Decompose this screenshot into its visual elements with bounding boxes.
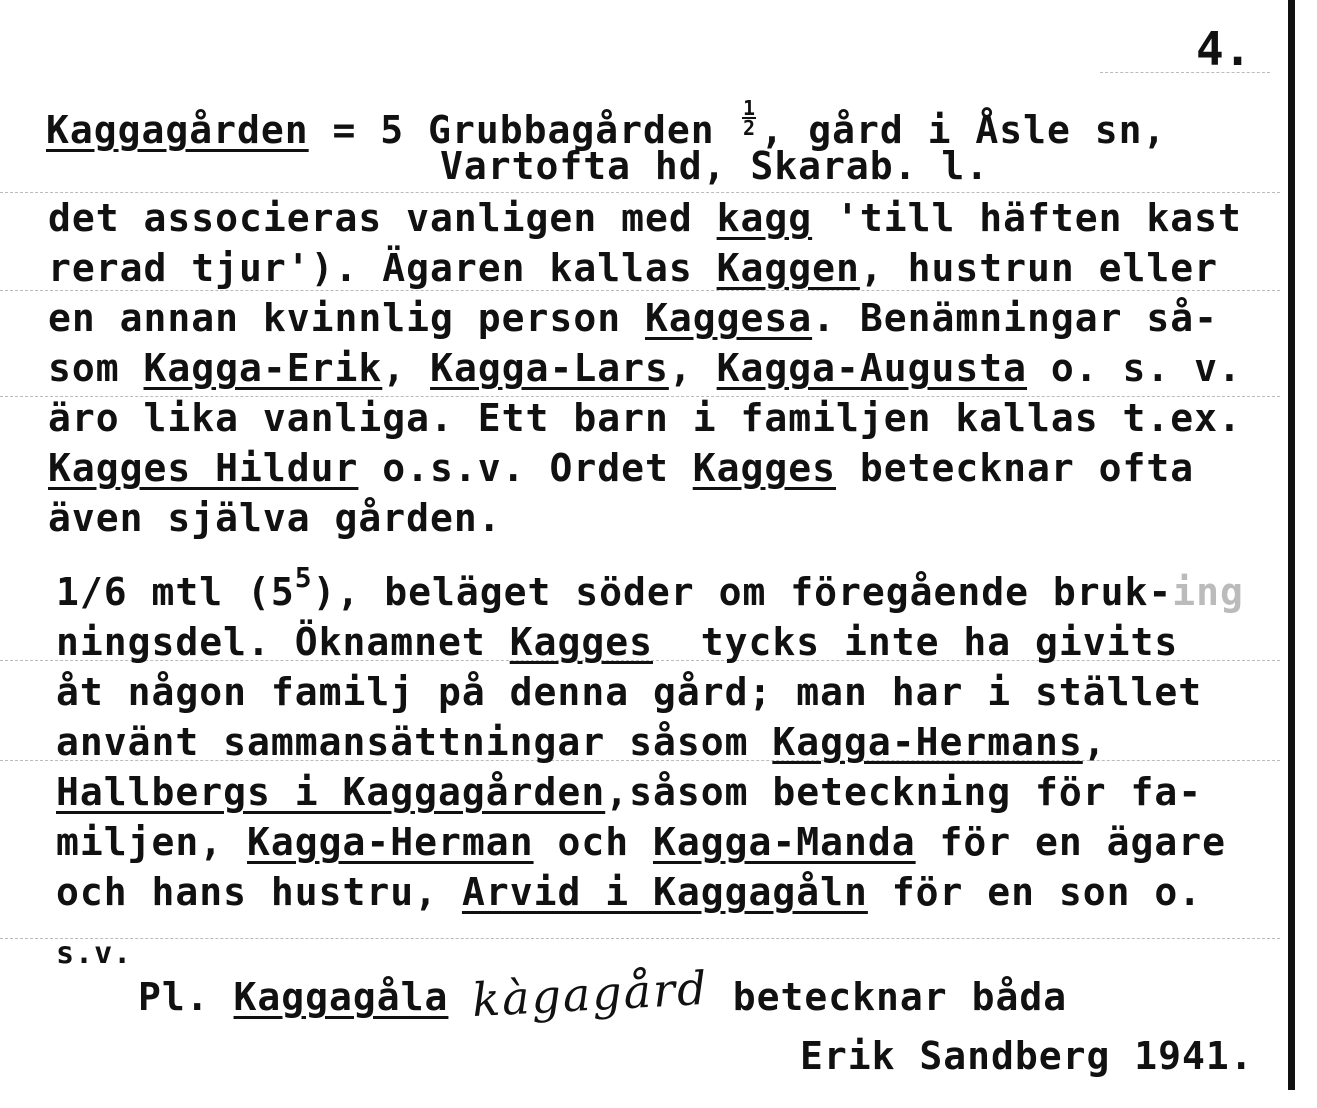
p1-line-6: Kagges Hildur o.s.v. Ordet Kagges betecknar ofta [48, 446, 1195, 490]
page-edge [1288, 0, 1295, 1090]
p2-line-3: åt någon familj på denna gård; man har i stället [56, 670, 1203, 714]
p1-line-3: en annan kvinnlig person Kaggesa. Benämningar så- [48, 296, 1219, 340]
guide-line [0, 938, 1280, 939]
p2-line-4: använt sammansättningar såsom Kagga-Hermans, [56, 720, 1107, 764]
p2-line-5: Hallbergs i Kaggagården,såsom beteckning för fa- [56, 770, 1203, 814]
p1-line-5: äro lika vanliga. Ett barn i familjen kallas t.ex. [48, 396, 1242, 440]
guide-line [0, 290, 1280, 291]
heading-line-1: Kaggagården = 5 Grubbagården $\frac{1}{2}$ , gård i Åsle sn, [46, 96, 1167, 152]
p2-line-1: 1/6 mtl $(5^5)$, beläget söder om föregående bruk-ing [56, 561, 1244, 614]
p2-line-7: och hans hustru, Arvid i Kaggagåln för en son o. [56, 870, 1203, 914]
p2-line-2: ningsdel. Öknamnet Kagges tycks inte ha givits [56, 620, 1179, 664]
p1-line-7: även själva gården. [48, 496, 502, 540]
heading-line-2: Vartofta hd, Skarab. l. [440, 144, 990, 188]
handwritten-form: kàgagård [471, 960, 711, 1028]
pl-line: Pl. Kaggagåla kàgagård betecknar båda [138, 960, 1068, 1028]
page-number: 4. [1196, 22, 1252, 76]
p2-line-8: s.v. [56, 936, 133, 971]
guide-line [0, 192, 1280, 193]
p1-line-4: som Kagga-Erik, Kagga-Lars, Kagga-Augusta o. s. v. [48, 346, 1242, 390]
p2-line-6: miljen, Kagga-Herman och Kagga-Manda för en ägare [56, 820, 1227, 864]
fraction: $\frac{1}{2}$ [742, 96, 756, 140]
signature: Erik Sandberg 1941. [800, 1034, 1254, 1078]
p1-line-2: rerad tjur'). Ägaren kallas Kaggen, hustrun eller [48, 246, 1219, 290]
headword: Kaggagården [46, 108, 309, 152]
p1-line-1: det associeras vanligen med kagg 'till häften kast [48, 196, 1242, 240]
pl-form: Kaggagåla [233, 975, 449, 1019]
